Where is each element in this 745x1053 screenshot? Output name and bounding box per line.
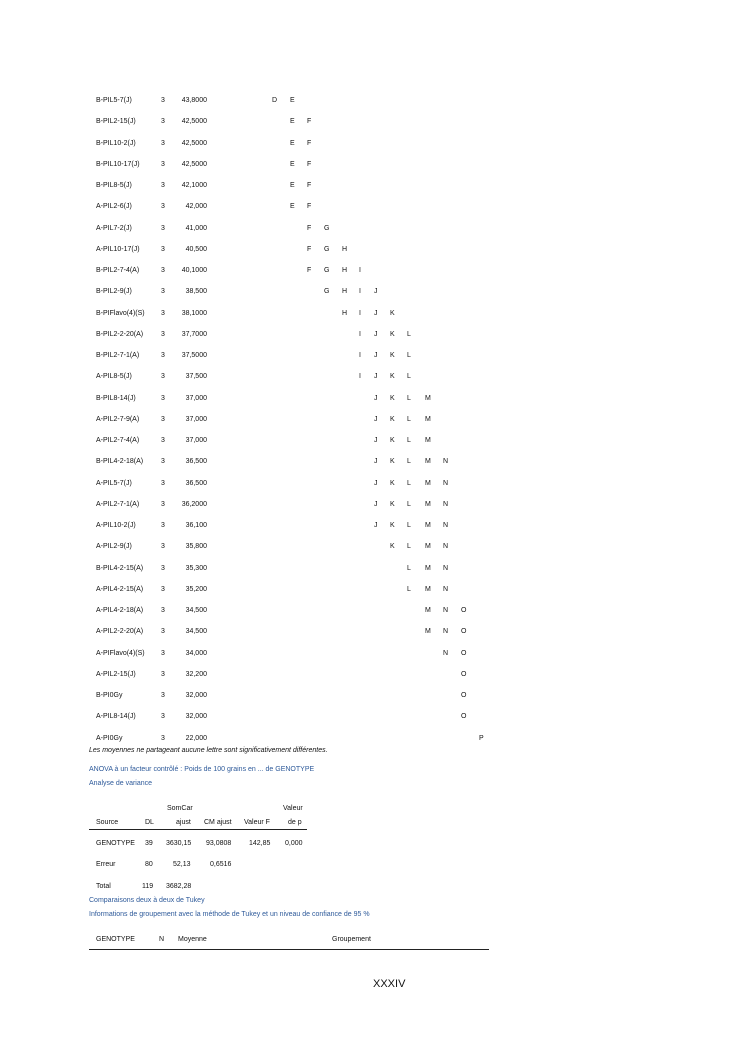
anova-dl: 39 bbox=[145, 840, 153, 847]
group-letter: K bbox=[390, 543, 395, 550]
mean-value: 43,8000 bbox=[181, 97, 207, 104]
group-letter: N bbox=[443, 565, 449, 572]
group-letter: F bbox=[307, 161, 312, 168]
n-value: 3 bbox=[161, 118, 165, 125]
n-value: 3 bbox=[161, 671, 165, 678]
group-letter: I bbox=[359, 331, 361, 338]
group-letter: F bbox=[307, 225, 312, 232]
genotype-label: B-PIL2-7-1(A) bbox=[96, 352, 140, 359]
anova-title: ANOVA à un facteur contrôlé : Poids de 100 grains en ... de GENOTYPE bbox=[89, 766, 315, 773]
group-letter: K bbox=[390, 522, 395, 529]
genotype-label: A-PIL4-2-15(A) bbox=[96, 586, 144, 593]
group-letter: F bbox=[307, 118, 312, 125]
group-letter: K bbox=[390, 501, 395, 508]
group-letter: I bbox=[359, 373, 361, 380]
genotype-label: B-PIL8-5(J) bbox=[96, 182, 132, 189]
mean-value: 34,500 bbox=[185, 628, 207, 635]
group-letter: N bbox=[443, 586, 449, 593]
group-letter: K bbox=[390, 395, 395, 402]
group-letter: H bbox=[342, 267, 348, 274]
group-letter: M bbox=[425, 480, 431, 487]
group-letter: N bbox=[443, 458, 449, 465]
genotype-label: B-PIL10-2(J) bbox=[96, 140, 136, 147]
group-letter: E bbox=[290, 140, 295, 147]
genotype-label: A-PIL2-7-9(A) bbox=[96, 416, 140, 423]
group-letter: K bbox=[390, 352, 395, 359]
mean-value: 36,100 bbox=[185, 522, 207, 529]
n-value: 3 bbox=[161, 565, 165, 572]
anova-source: GENOTYPE bbox=[96, 840, 135, 847]
group-letter: N bbox=[443, 628, 449, 635]
group-letter: F bbox=[307, 203, 312, 210]
group-letter: K bbox=[390, 310, 395, 317]
group-letter: K bbox=[390, 437, 395, 444]
mean-value: 35,200 bbox=[185, 586, 207, 593]
anova-sc: 52,13 bbox=[173, 861, 191, 868]
anova-dl: 80 bbox=[145, 861, 153, 868]
anova-p: 0,000 bbox=[285, 840, 303, 847]
n-value: 3 bbox=[161, 458, 165, 465]
n-value: 3 bbox=[161, 373, 165, 380]
n-value: 3 bbox=[161, 352, 165, 359]
group-letter: M bbox=[425, 416, 431, 423]
mean-value: 37,500 bbox=[185, 373, 207, 380]
group-letter: J bbox=[374, 416, 378, 423]
genotype-label: B-PIFlavo(4)(S) bbox=[96, 310, 145, 317]
mean-value: 38,500 bbox=[185, 288, 207, 295]
group-letter: K bbox=[390, 416, 395, 423]
mean-value: 41,000 bbox=[185, 225, 207, 232]
group-letter: L bbox=[407, 501, 411, 508]
significance-note: Les moyennes ne partageant aucune lettre sont significativement différentes. bbox=[89, 747, 328, 754]
group-letter: L bbox=[407, 373, 411, 380]
group-letter: L bbox=[407, 522, 411, 529]
mean-value: 37,7000 bbox=[181, 331, 207, 338]
mean-value: 40,500 bbox=[185, 246, 207, 253]
header-de-p: de p bbox=[288, 819, 302, 826]
n-value: 3 bbox=[161, 735, 165, 742]
anova-cm: 93,0808 bbox=[206, 840, 232, 847]
n-value: 3 bbox=[161, 140, 165, 147]
group-letter: O bbox=[461, 713, 467, 720]
group-letter: J bbox=[374, 395, 378, 402]
group-letter: M bbox=[425, 501, 431, 508]
group-letter: J bbox=[374, 352, 378, 359]
anova-f: 142,85 bbox=[249, 840, 271, 847]
header-valeur: Valeur bbox=[283, 805, 303, 812]
group-letter: L bbox=[407, 395, 411, 402]
group-letter: G bbox=[324, 267, 330, 274]
mean-value: 40,1000 bbox=[181, 267, 207, 274]
tukey-subtitle: Informations de groupement avec la méthode de Tukey et un niveau de confiance de 95 % bbox=[89, 911, 370, 918]
group-letter: L bbox=[407, 331, 411, 338]
n-value: 3 bbox=[161, 331, 165, 338]
genotype-label: A-PIL2-15(J) bbox=[96, 671, 136, 678]
group-letter: I bbox=[359, 288, 361, 295]
group-letter: O bbox=[461, 650, 467, 657]
mean-value: 35,800 bbox=[185, 543, 207, 550]
group-letter: E bbox=[290, 182, 295, 189]
group-letter: O bbox=[461, 628, 467, 635]
group-letter: O bbox=[461, 607, 467, 614]
group-letter: N bbox=[443, 480, 449, 487]
mean-value: 37,000 bbox=[185, 395, 207, 402]
n-value: 3 bbox=[161, 713, 165, 720]
n-value: 3 bbox=[161, 246, 165, 253]
group-letter: D bbox=[272, 97, 278, 104]
n-value: 3 bbox=[161, 522, 165, 529]
tukey-header-grouping: Groupement bbox=[332, 936, 371, 943]
group-letter: N bbox=[443, 522, 449, 529]
group-letter: P bbox=[479, 735, 484, 742]
group-letter: H bbox=[342, 246, 348, 253]
genotype-label: A-PIL8-14(J) bbox=[96, 713, 136, 720]
n-value: 3 bbox=[161, 395, 165, 402]
group-letter: G bbox=[324, 225, 330, 232]
group-letter: I bbox=[359, 267, 361, 274]
group-letter: E bbox=[290, 161, 295, 168]
group-letter: K bbox=[390, 458, 395, 465]
group-letter: F bbox=[307, 182, 312, 189]
group-letter: J bbox=[374, 373, 378, 380]
n-value: 3 bbox=[161, 182, 165, 189]
page-number: XXXIV bbox=[373, 978, 406, 990]
genotype-label: A-PIL10-2(J) bbox=[96, 522, 136, 529]
group-letter: N bbox=[443, 501, 449, 508]
anova-sc: 3630,15 bbox=[166, 840, 192, 847]
group-letter: E bbox=[290, 97, 295, 104]
group-letter: K bbox=[390, 373, 395, 380]
genotype-label: B-PIL2-2-20(A) bbox=[96, 331, 144, 338]
n-value: 3 bbox=[161, 480, 165, 487]
group-letter: O bbox=[461, 692, 467, 699]
group-letter: L bbox=[407, 543, 411, 550]
genotype-label: A-PIL2-6(J) bbox=[96, 203, 132, 210]
n-value: 3 bbox=[161, 543, 165, 550]
genotype-label: A-PIL2-7-1(A) bbox=[96, 501, 140, 508]
genotype-label: A-PIL4-2-18(A) bbox=[96, 607, 144, 614]
n-value: 3 bbox=[161, 267, 165, 274]
tukey-header-mean: Moyenne bbox=[178, 936, 207, 943]
mean-value: 36,500 bbox=[185, 480, 207, 487]
mean-value: 37,000 bbox=[185, 437, 207, 444]
group-letter: H bbox=[342, 310, 348, 317]
header-dl: DL bbox=[145, 819, 154, 826]
group-letter: I bbox=[359, 310, 361, 317]
group-letter: M bbox=[425, 543, 431, 550]
group-letter: E bbox=[290, 118, 295, 125]
header-ajust: ajust bbox=[176, 819, 191, 826]
genotype-label: B-PIL2-7-4(A) bbox=[96, 267, 140, 274]
group-letter: M bbox=[425, 458, 431, 465]
group-letter: M bbox=[425, 395, 431, 402]
n-value: 3 bbox=[161, 288, 165, 295]
mean-value: 32,200 bbox=[185, 671, 207, 678]
genotype-label: A-PIL2-9(J) bbox=[96, 543, 132, 550]
mean-value: 42,000 bbox=[185, 203, 207, 210]
group-letter: L bbox=[407, 480, 411, 487]
tukey-header-rule bbox=[89, 949, 489, 950]
n-value: 3 bbox=[161, 161, 165, 168]
header-valeur-f: Valeur F bbox=[244, 819, 270, 826]
n-value: 3 bbox=[161, 203, 165, 210]
group-letter: F bbox=[307, 246, 312, 253]
group-letter: K bbox=[390, 480, 395, 487]
mean-value: 34,500 bbox=[185, 607, 207, 614]
genotype-label: A-PI0Gy bbox=[96, 735, 123, 742]
n-value: 3 bbox=[161, 225, 165, 232]
anova-cm: 0,6516 bbox=[210, 861, 232, 868]
tukey-header-n: N bbox=[159, 936, 165, 943]
anova-dl: 119 bbox=[142, 883, 154, 890]
mean-value: 36,2000 bbox=[181, 501, 207, 508]
mean-value: 38,1000 bbox=[181, 310, 207, 317]
group-letter: N bbox=[443, 607, 449, 614]
anova-source: Erreur bbox=[96, 861, 116, 868]
group-letter: O bbox=[461, 671, 467, 678]
group-letter: M bbox=[425, 565, 431, 572]
mean-value: 22,000 bbox=[185, 735, 207, 742]
anova-source: Total bbox=[96, 883, 111, 890]
n-value: 3 bbox=[161, 607, 165, 614]
group-letter: G bbox=[324, 288, 330, 295]
anova-sc: 3682,28 bbox=[166, 883, 192, 890]
group-letter: J bbox=[374, 331, 378, 338]
group-letter: G bbox=[324, 246, 330, 253]
genotype-label: A-PIL2-7-4(A) bbox=[96, 437, 140, 444]
genotype-label: B-PIL8-14(J) bbox=[96, 395, 136, 402]
mean-value: 34,000 bbox=[185, 650, 207, 657]
group-letter: M bbox=[425, 437, 431, 444]
group-letter: J bbox=[374, 437, 378, 444]
group-letter: L bbox=[407, 458, 411, 465]
header-source: Source bbox=[96, 819, 119, 826]
mean-value: 42,1000 bbox=[181, 182, 207, 189]
anova-subtitle: Analyse de variance bbox=[89, 780, 153, 787]
mean-value: 36,500 bbox=[185, 458, 207, 465]
group-letter: F bbox=[307, 267, 312, 274]
tukey-title: Comparaisons deux à deux de Tukey bbox=[89, 897, 205, 904]
group-letter: I bbox=[359, 352, 361, 359]
n-value: 3 bbox=[161, 692, 165, 699]
tukey-header-genotype: GENOTYPE bbox=[96, 936, 135, 943]
n-value: 3 bbox=[161, 416, 165, 423]
group-letter: J bbox=[374, 310, 378, 317]
group-letter: J bbox=[374, 480, 378, 487]
group-letter: L bbox=[407, 586, 411, 593]
genotype-label: B-PIL4-2-15(A) bbox=[96, 565, 144, 572]
group-letter: N bbox=[443, 543, 449, 550]
genotype-label: B-PIL4-2-18(A) bbox=[96, 458, 144, 465]
n-value: 3 bbox=[161, 650, 165, 657]
group-letter: M bbox=[425, 607, 431, 614]
mean-value: 35,300 bbox=[185, 565, 207, 572]
genotype-label: A-PIL5-7(J) bbox=[96, 480, 132, 487]
mean-value: 42,5000 bbox=[181, 140, 207, 147]
n-value: 3 bbox=[161, 97, 165, 104]
group-letter: M bbox=[425, 628, 431, 635]
n-value: 3 bbox=[161, 628, 165, 635]
header-somcar: SomCar bbox=[167, 805, 193, 812]
group-letter: L bbox=[407, 565, 411, 572]
group-letter: L bbox=[407, 416, 411, 423]
genotype-label: B-PIL10-17(J) bbox=[96, 161, 140, 168]
genotype-label: A-PIL2-2-20(A) bbox=[96, 628, 144, 635]
mean-value: 42,5000 bbox=[181, 118, 207, 125]
genotype-label: A-PIL10-17(J) bbox=[96, 246, 140, 253]
header-cm-ajust: CM ajust bbox=[204, 819, 232, 826]
n-value: 3 bbox=[161, 310, 165, 317]
group-letter: J bbox=[374, 458, 378, 465]
n-value: 3 bbox=[161, 437, 165, 444]
group-letter: K bbox=[390, 331, 395, 338]
genotype-label: A-PIL7-2(J) bbox=[96, 225, 132, 232]
genotype-label: B-PIL2-9(J) bbox=[96, 288, 132, 295]
anova-header-rule bbox=[89, 829, 307, 830]
group-letter: J bbox=[374, 501, 378, 508]
group-letter: M bbox=[425, 522, 431, 529]
genotype-label: B-PIL2-15(J) bbox=[96, 118, 136, 125]
group-letter: H bbox=[342, 288, 348, 295]
genotype-label: A-PIFlavo(4)(S) bbox=[96, 650, 145, 657]
group-letter: L bbox=[407, 437, 411, 444]
group-letter: J bbox=[374, 522, 378, 529]
group-letter: M bbox=[425, 586, 431, 593]
genotype-label: B-PI0Gy bbox=[96, 692, 123, 699]
mean-value: 32,000 bbox=[185, 692, 207, 699]
mean-value: 42,5000 bbox=[181, 161, 207, 168]
group-letter: J bbox=[374, 288, 378, 295]
group-letter: N bbox=[443, 650, 449, 657]
genotype-label: B-PIL5-7(J) bbox=[96, 97, 132, 104]
mean-value: 37,000 bbox=[185, 416, 207, 423]
mean-value: 32,000 bbox=[185, 713, 207, 720]
group-letter: F bbox=[307, 140, 312, 147]
mean-value: 37,5000 bbox=[181, 352, 207, 359]
n-value: 3 bbox=[161, 501, 165, 508]
genotype-label: A-PIL8-5(J) bbox=[96, 373, 132, 380]
group-letter: L bbox=[407, 352, 411, 359]
n-value: 3 bbox=[161, 586, 165, 593]
group-letter: E bbox=[290, 203, 295, 210]
